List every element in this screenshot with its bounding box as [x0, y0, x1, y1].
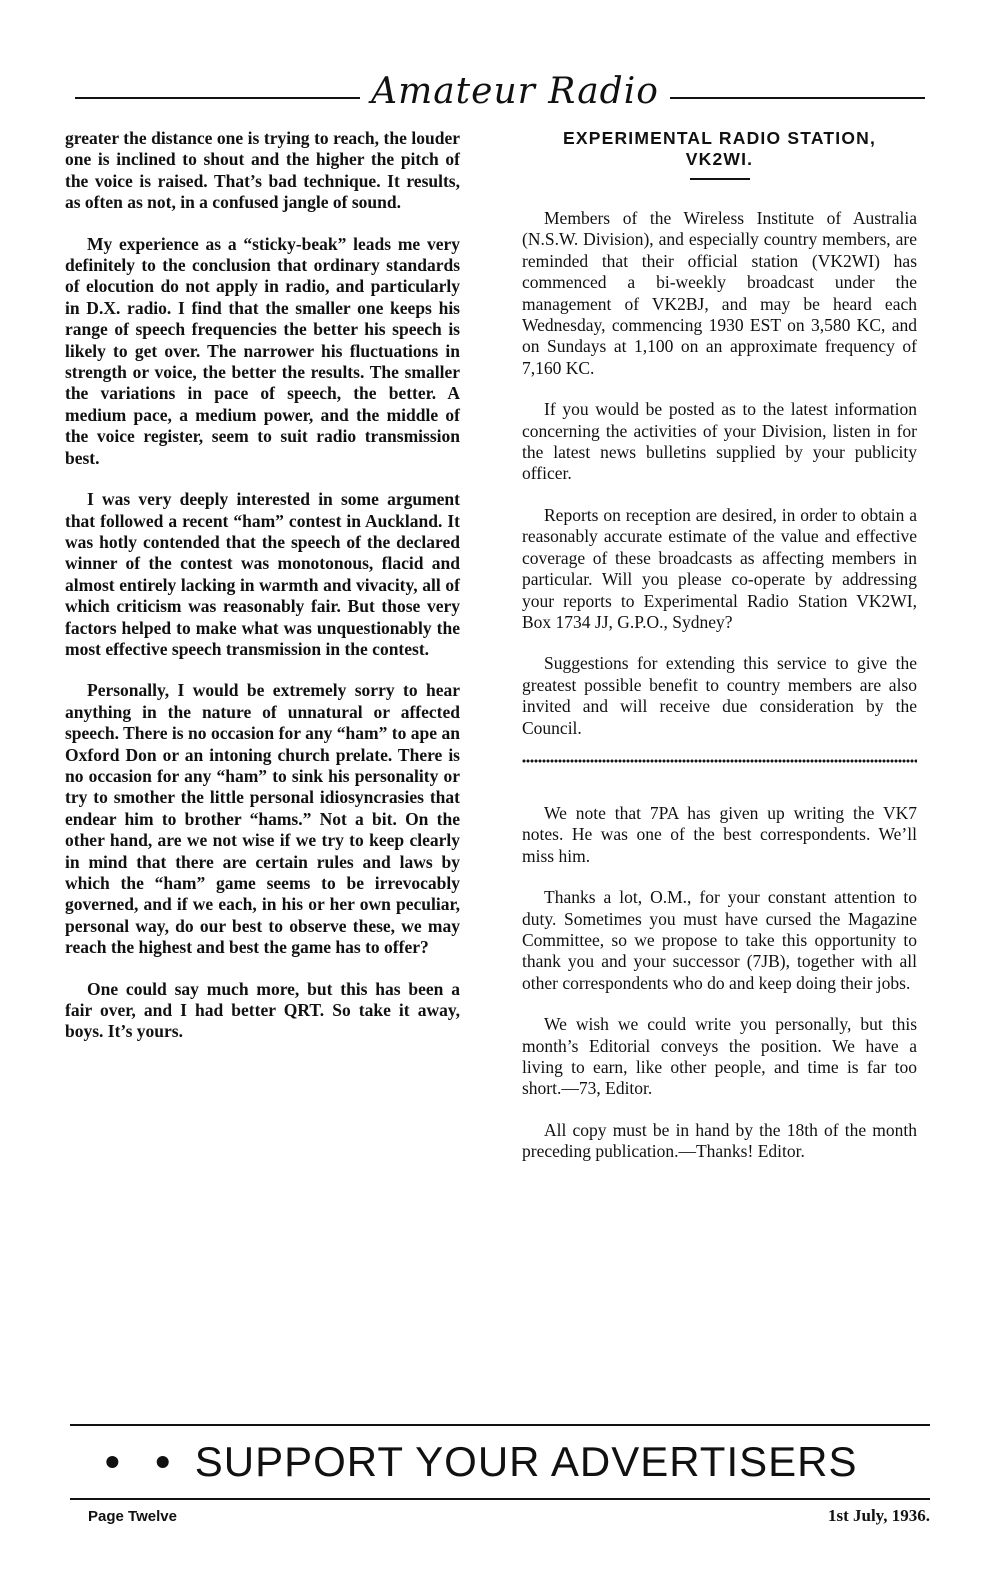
banner-rule-bottom	[70, 1498, 930, 1500]
notes-paragraph-4: All copy must be in hand by the 18th of the month preceding publication.—Thanks! Editor.	[522, 1119, 917, 1162]
masthead-rule-right	[670, 97, 925, 99]
heading-divider	[690, 178, 750, 180]
left-paragraph-3: I was very deeply interested in some argument that followed a recent “ham” contest in Auckland. It was hotly contended that the speech of the declared winner of the contest was monotonous, flacid and almost entirely lacking in warmth and vivacity, all of which criticism was reasonably fair. But those very factors helped to make what was unquestionably the most effective speech transmission in the contest.	[65, 489, 460, 659]
station-paragraph-4: Suggestions for extending this service to give the greatest possible benefit to country members are also invited and will receive due consideration by the Council.	[522, 653, 917, 738]
left-paragraph-2: My experience as a “sticky-beak” leads me very definitely to the conclusion that ordinary standards of elocution do not apply in radio, and particularly in D.X. radio. I find that the smaller one keeps his range of speech frequencies the better his speech is likely to get over. The narrower his fluctuations in strength or voice, the better the results. The smaller the variations in pace of speech, the better. A medium pace, a medium power, and the middle of the voice register, seem to suit radio transmission best.	[65, 233, 460, 468]
masthead-rule-left	[75, 97, 360, 99]
station-heading-line2: VK2WI.	[685, 149, 754, 169]
left-paragraph-1: greater the distance one is trying to reach, the louder one is inclined to shout and the higher the pitch of the voice is raised. That’s bad technique. It results, as often as not, in a confused jangle of sound.	[65, 128, 460, 213]
station-paragraph-2: If you would be posted as to the latest information concerning the activities of your Division, listen in for the latest news bulletins supplied by your publicity officer.	[522, 399, 917, 484]
station-paragraph-3: Reports on reception are desired, in order to obtain a reasonably accurate estimate of the value and effective coverage of these broadcasts as affecting members in particular. Will you please co-operate by addressing your reports to Experimental Radio Station VK2WI, Box 1734 JJ, G.P.O., Sydney?	[522, 504, 917, 632]
page-number: Page Twelve	[88, 1508, 177, 1525]
notes-paragraph-3: We wish we could write you personally, but this month’s Editorial conveys the position. We have a living to earn, like other people, and time is far too short.—73, Editor.	[522, 1014, 917, 1099]
notes-paragraph-2: Thanks a lot, O.M., for your constant attention to duty. Sometimes you must have cursed the Magazine Committee, so we propose to take this opportunity to thank you and your successor (7JB), together with all other correspondents who do and keep doing their jobs.	[522, 887, 917, 993]
banner-rule-top	[70, 1424, 930, 1426]
masthead	[75, 70, 925, 120]
dotted-divider	[522, 759, 917, 763]
banner-text: SUPPORT YOUR ADVERTISERS	[194, 1438, 858, 1485]
masthead-title: Amateur Radio	[371, 71, 659, 112]
right-column	[522, 128, 917, 1183]
station-paragraph-1: Members of the Wireless Institute of Australia (N.S.W. Division), and especially country members, are reminded that their official station (VK2WI) has commenced a bi-weekly broadcast under the management of VK2BJ, and may be heard each Wednesday, commencing 1930 EST on 3,580 KC, and on Sundays at 1,100 on an approximate frequency of 7,160 KC.	[522, 208, 917, 378]
issue-date: 1st July, 1936.	[827, 1506, 930, 1525]
station-heading-line1: EXPERIMENTAL RADIO STATION,	[562, 128, 877, 148]
banner-bullets: • •	[105, 1438, 183, 1485]
left-paragraph-5: One could say much more, but this has been a fair over, and I had better QRT. So take it away, boys. It’s yours.	[65, 978, 460, 1042]
notes-paragraph-1: We note that 7PA has given up writing the VK7 notes. He was one of the best correspondents. We’ll miss him.	[522, 802, 917, 866]
support-banner	[75, 1432, 935, 1492]
left-paragraph-4: Personally, I would be extremely sorry to hear anything in the nature of unnatural or affected speech. There is no occasion for any “ham” to ape an Oxford Don or an intoning church prelate. There is no occasion for any “ham” to sink his personality or try to smother the little personal idiosyncrasies that endear him to brother “hams.” Not a bit. On the other hand, are we not wise if we try to keep clearly in mind that there are certain rules and laws by which the “ham” game seems to be irrevocably governed, and if we each, in his or her own peculiar, personal way, do our best to observe these, we may reach the highest and best the game has to offer?	[65, 680, 460, 958]
left-column	[65, 128, 460, 1063]
